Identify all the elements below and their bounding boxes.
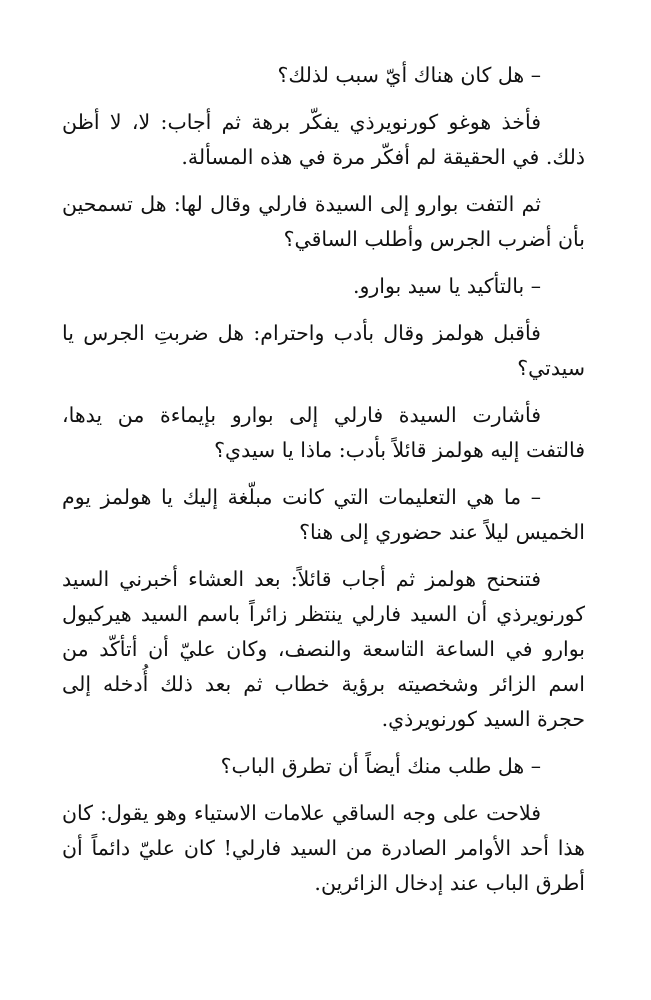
paragraph-1: – هل كان هناك أيّ سبب لذلك؟	[277, 63, 541, 87]
paragraph-10: فلاحت على وجه الساقي علامات الاستياء وهو يقول: كان هذا أحد الأوامر الصادرة من السيد فارلي! كان عليّ دائماً أن أطرق الباب عند إدخال الزائرين.	[62, 801, 585, 895]
paragraph-3: ثم التفت بوارو إلى السيدة فارلي وقال لها: هل تسمحين بأن أضرب الجرس وأطلب الساقي؟	[62, 192, 585, 251]
paragraph-5: فأقبل هولمز وقال بأدب واحترام: هل ضربتِ الجرس يا سيدتي؟	[62, 321, 585, 380]
paragraph-9: – هل طلب منك أيضاً أن تطرق الباب؟	[220, 754, 541, 778]
paragraph-8: فتنحنح هولمز ثم أجاب قائلاً: بعد العشاء أخبرني السيد كورنويرذي أن السيد فارلي ينتظر زائراً باسم السيد هيركيول بوارو في الساعة التاسعة والنصف، وكان عليّ أن أتأكّد من اسم الزائر وشخصيته برؤية خطاب ثم بعد ذلك أُدخله إلى حجرة السيد كورنويرذي.	[62, 567, 585, 731]
paragraph-2: فأخذ هوغو كورنويرذي يفكّر برهة ثم أجاب: لا، لا أظن ذلك. في الحقيقة لم أفكّر مرة في هذه المسألة.	[62, 110, 585, 169]
paragraph-6: فأشارت السيدة فارلي إلى بوارو بإيماءة من يدها، فالتفت إليه هولمز قائلاً بأدب: ماذا يا سيدي؟	[62, 403, 585, 462]
paragraph-4: – بالتأكيد يا سيد بوارو.	[352, 274, 541, 298]
paragraph-7: – ما هي التعليمات التي كانت مبلّغة إليك يا هولمز يوم الخميس ليلاً عند حضوري إلى هنا؟	[62, 485, 585, 544]
